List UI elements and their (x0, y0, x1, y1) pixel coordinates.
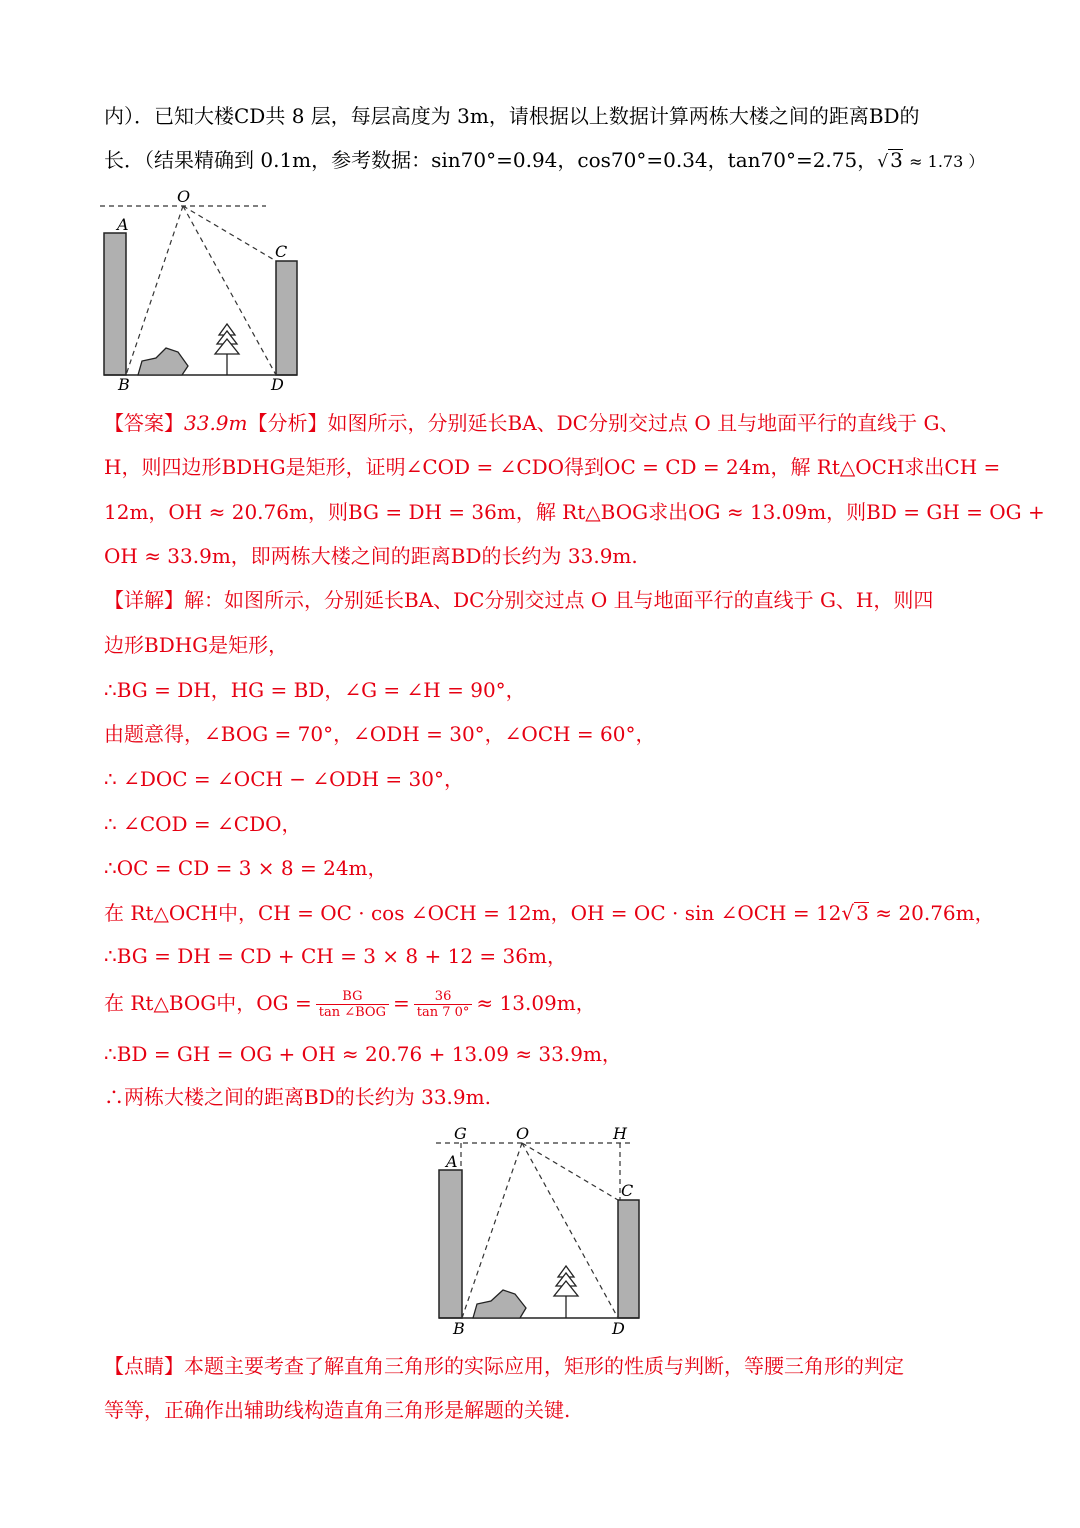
comment-tag: 【点睛】 (104, 1354, 184, 1378)
detail-tag: 【详解】 (104, 588, 184, 612)
detail-line-7: ∴OC = CD = 3 × 8 = 24m， (104, 856, 388, 880)
label-b: B (453, 1319, 465, 1338)
detail-line-2: 边形BDHG是矩形， (104, 633, 289, 657)
label-a: A (446, 1152, 458, 1171)
detail-line-10: 在 Rt△BOG中，OG = $\frac{BG}{\text{tan ∠BOG}}$ = $\frac{36}{\tan 7 0^\circ}$ ≈ 13.09m， (104, 989, 596, 1020)
detail-text-10: 在 Rt△BOG中，OG = (104, 991, 312, 1015)
detail-line-8: 在 Rt△OCH中，CH = OC · cos ∠OCH = 12m，OH = OC · sin ∠OCH = 12√ 3 ≈ 20.76m， (104, 901, 995, 925)
analysis-line-3: 12m，OH ≈ 20.76m，则BG = DH = 36m，解 Rt△BOG求出OG ≈ 13.09m，则BD = GH = OG + (104, 500, 1045, 524)
comment-line-2: 等等，正确作出辅助线构造直角三角形是解题的关键. (104, 1398, 571, 1422)
building-ab (104, 233, 126, 375)
comment-text-1: 本题主要考查了解直角三角形的实际应用，矩形的性质与判断，等腰三角形的判定 (184, 1354, 904, 1378)
analysis-line-4: OH ≈ 33.9m，即两栋大楼之间的距离BD的长约为 33.9m. (104, 544, 638, 568)
answer-tag: 【答案】 (104, 411, 184, 435)
answer-line-1 (104, 408, 976, 438)
building-figure-1 (96, 186, 306, 394)
fraction-36-tan: $\frac{36}{\tan 7 0^\circ}$ (414, 989, 473, 1020)
label-g: G (454, 1124, 467, 1143)
detail-text-8-suffix: ≈ 20.76m， (875, 901, 995, 925)
detail-line-5: ∴ ∠DOC = ∠OCH − ∠ODH = 30°， (104, 767, 464, 791)
detail-line-12: ∴两栋大楼之间的距离BD的长约为 33.9m. (104, 1085, 491, 1109)
detail-line-9: ∴BG = DH = CD + CH = 3 × 8 + 12 = 36m， (104, 944, 567, 968)
label-b: B (118, 375, 130, 394)
label-a: A (117, 215, 129, 234)
detail-text-1: 解：如图所示，分别延长BA、DC分别交过点 O 且与地面平行的直线于 G、H，则四 (184, 588, 934, 612)
rock-shape (138, 348, 188, 375)
tree-icon (215, 324, 239, 375)
detail-line-3: ∴BG = DH，HG = BD，∠G = ∠H = 90°， (104, 678, 526, 702)
label-o: O (177, 187, 191, 206)
detail-text-10-suffix: ≈ 13.09m， (476, 991, 596, 1015)
analysis-tag: 【分析】 (247, 411, 328, 435)
label-c: C (275, 242, 288, 261)
problem-line-2-text: 长．（结果精确到 0.1m，参考数据：sin70°=0.94，cos70°=0.34，tan70°=2.75， (104, 148, 878, 172)
detail-text-8: 在 Rt△OCH中，CH = OC · cos ∠OCH = 12m，OH = OC · sin ∠OCH = 12 (104, 901, 842, 925)
tree-icon (554, 1266, 578, 1318)
detail-line-1 (104, 585, 976, 615)
label-d: D (612, 1319, 625, 1338)
building-figure-2 (432, 1122, 642, 1340)
detail-line-4: 由题意得，∠BOG = 70°，∠ODH = 30°，∠OCH = 60°， (104, 722, 656, 746)
building-cd (618, 1200, 639, 1318)
building-cd (276, 261, 297, 375)
building-ab (439, 1170, 462, 1318)
label-c: C (621, 1181, 634, 1200)
answer-value: 33.9m (184, 411, 248, 435)
label-d: D (271, 375, 284, 394)
problem-line-2: 长．（结果精确到 0.1m，参考数据：sin70°=0.94，cos70°=0.34，tan70°=2.75，√ 3 ≈ 1.73 ） (104, 148, 985, 172)
sqrt-three: 3 (890, 148, 903, 172)
detail-sqrt-three: 3 (856, 901, 869, 925)
comment-line-1 (104, 1351, 976, 1381)
analysis-text-1: 如图所示，分别延长BA、DC分别交过点 O 且与地面平行的直线于 G、 (327, 411, 960, 435)
label-h: H (613, 1124, 627, 1143)
detail-line-11: ∴BD = GH = OG + OH ≈ 20.76 + 13.09 ≈ 33.9m， (104, 1042, 622, 1066)
rock-shape (473, 1290, 526, 1318)
fraction-bg-tan: $\frac{BG}{\text{tan ∠BOG}}$ (316, 989, 389, 1020)
sqrt-approx: ≈ 1.73 ） (909, 152, 985, 171)
label-o: O (516, 1124, 530, 1143)
problem-line-1: 内）．已知大楼CD共 8 层，每层高度为 3m，请根据以上数据计算两栋大楼之间的距离BD的 (104, 104, 920, 128)
detail-line-6: ∴ ∠COD = ∠CDO， (104, 812, 302, 836)
analysis-line-2: H，则四边形BDHG是矩形，证明∠COD = ∠CDO得到OC = CD = 24m，解 Rt△OCH求出CH = (104, 455, 1001, 479)
